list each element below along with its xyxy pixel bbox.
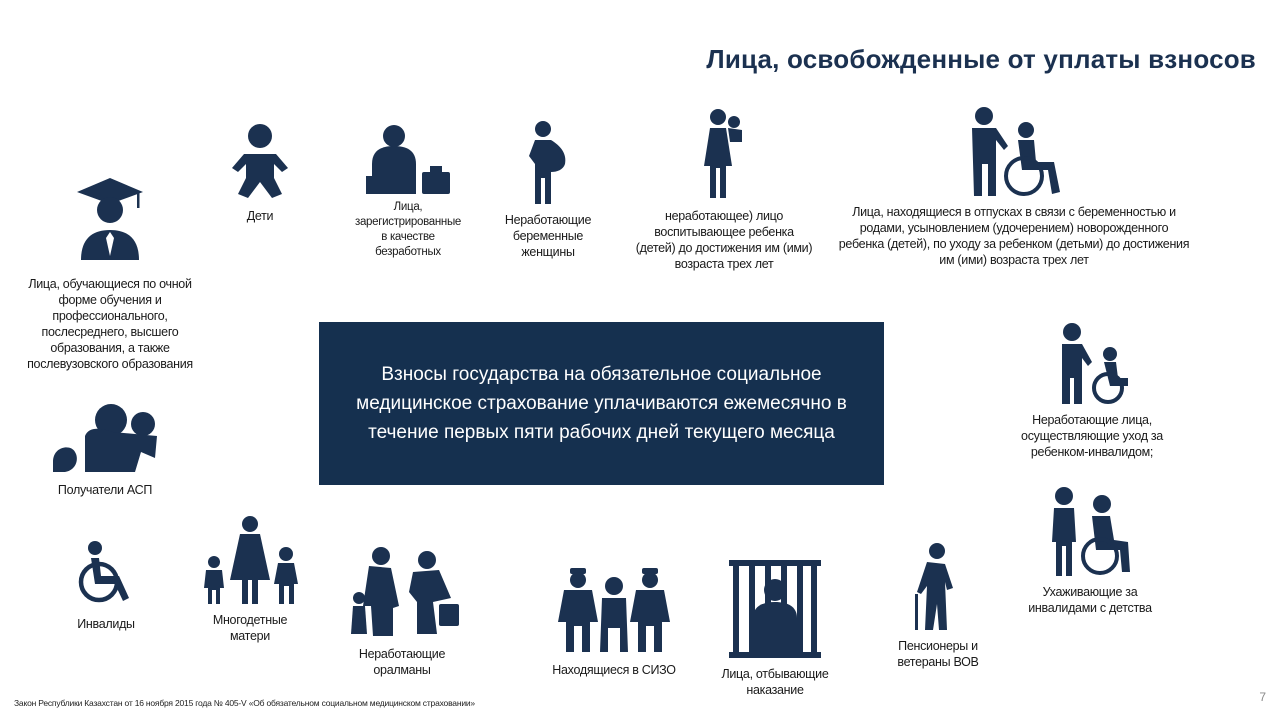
item-prison <box>700 560 850 698</box>
item-childhood-disabled-carers <box>1010 486 1170 616</box>
item-pensioners <box>886 542 990 670</box>
item-mothers <box>198 516 302 644</box>
students-label: Лица, обучающиеся по очной форме обучения и профессионального, послесреднего, высшего образования, а также послевузовского образования <box>27 277 193 371</box>
item-oralmany <box>340 546 464 678</box>
child-caregiver-label: неработающее) лицо воспитывающее ребенка (детей) до достижения им (ими) возраста трех лет <box>635 209 813 271</box>
carer-pushing-wheelchair-icon <box>1054 322 1130 406</box>
mother-with-child-icon <box>702 108 746 200</box>
wheelchair-icon <box>73 540 139 604</box>
footnote: Закон Республики Казахстан от 16 ноября 2015 года № 405-V «Об обязательном социальном медицинском страховании» <box>14 698 475 708</box>
item-child-caregiver <box>634 108 814 272</box>
prison-label: Лица, отбывающие наказание <box>721 667 829 697</box>
center-info-box <box>319 322 884 485</box>
pregnant-label: Неработающие беременные женщины <box>504 213 592 259</box>
item-disabled <box>56 540 156 632</box>
page-title: Лица, освобожденные от уплаты взносов <box>706 44 1256 74</box>
leave-label: Лица, находящиеся в отпусках в связи с беременностью и родами, усыновлением (удочерением) новорожденного ребенка (детей), по уходу за ребенком (детьми) до достижения им (ими) возраста трех лет <box>838 205 1190 267</box>
disabled-label: Инвалиды <box>77 617 135 631</box>
carer-with-wheelchair-icon <box>964 106 1064 198</box>
page-number: 7 <box>1259 690 1266 704</box>
sizo-label: Находящиеся в СИЗО <box>552 663 676 677</box>
mother-with-children-icon <box>198 516 302 606</box>
elderly-with-cane-icon <box>913 542 963 632</box>
aid-recipient-icon <box>49 402 161 474</box>
carer-with-disabled-person-icon <box>1048 486 1132 578</box>
asp-label: Получатели АСП <box>57 483 153 497</box>
childhood-disabled-carers-label: Ухаживающие за инвалидами с детства <box>1028 585 1152 615</box>
migrants-icon <box>343 546 461 638</box>
unemployed-label: Лица, зарегистрированные в качестве безработных <box>354 201 462 258</box>
disabled-child-carers-label: Неработающие лица, осуществляющие уход за ребенком-инвалидом; <box>1021 413 1163 459</box>
center-info-text: Взносы государства на обязательное социальное медицинское страхование уплачиваются ежемесячно в течение первых пяти рабочих дней текущего месяца <box>356 364 847 443</box>
children-label: Дети <box>246 209 274 223</box>
mothers-label: Многодетные матери <box>212 613 288 643</box>
item-students <box>8 176 212 372</box>
oralmany-label: Неработающие оралманы <box>358 647 446 677</box>
item-sizo <box>552 566 676 678</box>
item-children <box>222 122 298 224</box>
detainee-with-guards-icon <box>558 566 670 654</box>
graduate-icon <box>75 176 145 262</box>
baby-icon <box>230 122 290 202</box>
item-asp <box>34 402 176 498</box>
pregnant-woman-icon <box>523 120 573 206</box>
pensioners-label: Пенсионеры и ветераны ВОВ <box>897 639 979 669</box>
item-unemployed <box>352 124 464 260</box>
unemployed-person-icon <box>364 124 452 196</box>
item-disabled-child-carers <box>992 322 1192 460</box>
item-leave <box>838 106 1190 268</box>
item-pregnant <box>488 120 608 260</box>
prisoner-behind-bars-icon <box>729 560 821 658</box>
